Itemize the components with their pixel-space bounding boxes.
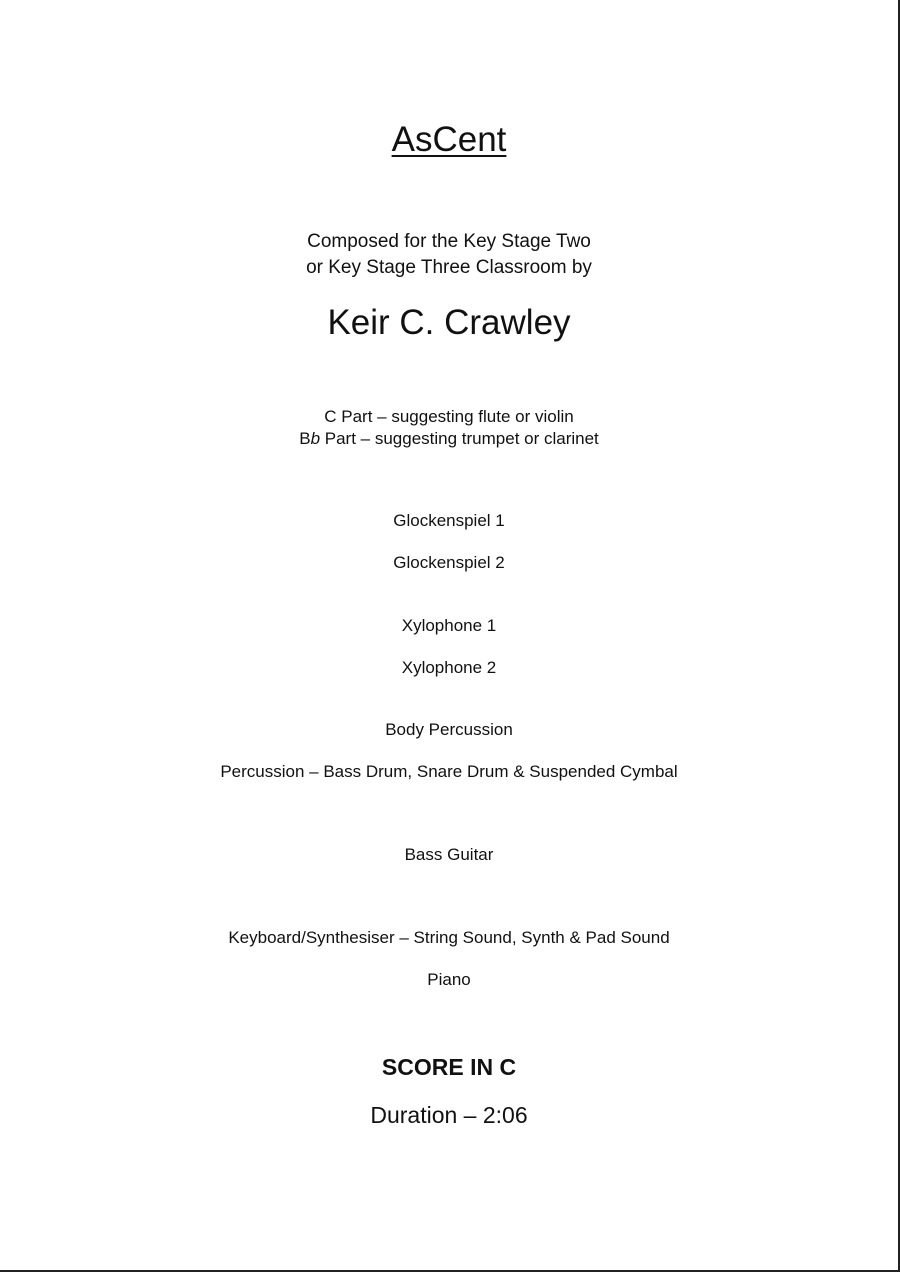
instrument-xylophone-1: Xylophone 1 xyxy=(401,616,497,635)
instrument-glockenspiel-2: Glockenspiel 2 xyxy=(393,553,505,572)
instrument-glockenspiel-1: Glockenspiel 1 xyxy=(393,511,505,530)
composer-name: Keir C. Crawley xyxy=(327,303,571,342)
instrument-xylophone-2: Xylophone 2 xyxy=(401,658,497,677)
flat-sign: b xyxy=(310,429,321,448)
bb-part-letter: B xyxy=(299,429,311,448)
bb-part-text: Part – suggesting trumpet or clarinet xyxy=(320,429,599,448)
instrument-percussion: Percussion – Bass Drum, Snare Drum & Suspended Cymbal xyxy=(220,762,678,781)
instrument-bass-guitar: Bass Guitar xyxy=(404,845,494,864)
instrument-piano: Piano xyxy=(427,970,471,989)
subtitle-line-2: or Key Stage Three Classroom by xyxy=(306,257,592,278)
subtitle-line-1: Composed for the Key Stage Two xyxy=(307,231,591,252)
c-part-description: C Part – suggesting flute or violin xyxy=(324,407,574,426)
instrument-body-percussion: Body Percussion xyxy=(385,720,513,739)
piece-title: AsCent xyxy=(391,120,507,159)
instrument-keyboard-synthesiser: Keyboard/Synthesiser – String Sound, Synth & Pad Sound xyxy=(228,928,670,947)
duration-label: Duration – 2:06 xyxy=(370,1102,528,1128)
score-label: SCORE IN C xyxy=(381,1054,517,1080)
bb-part-description xyxy=(0,430,898,447)
